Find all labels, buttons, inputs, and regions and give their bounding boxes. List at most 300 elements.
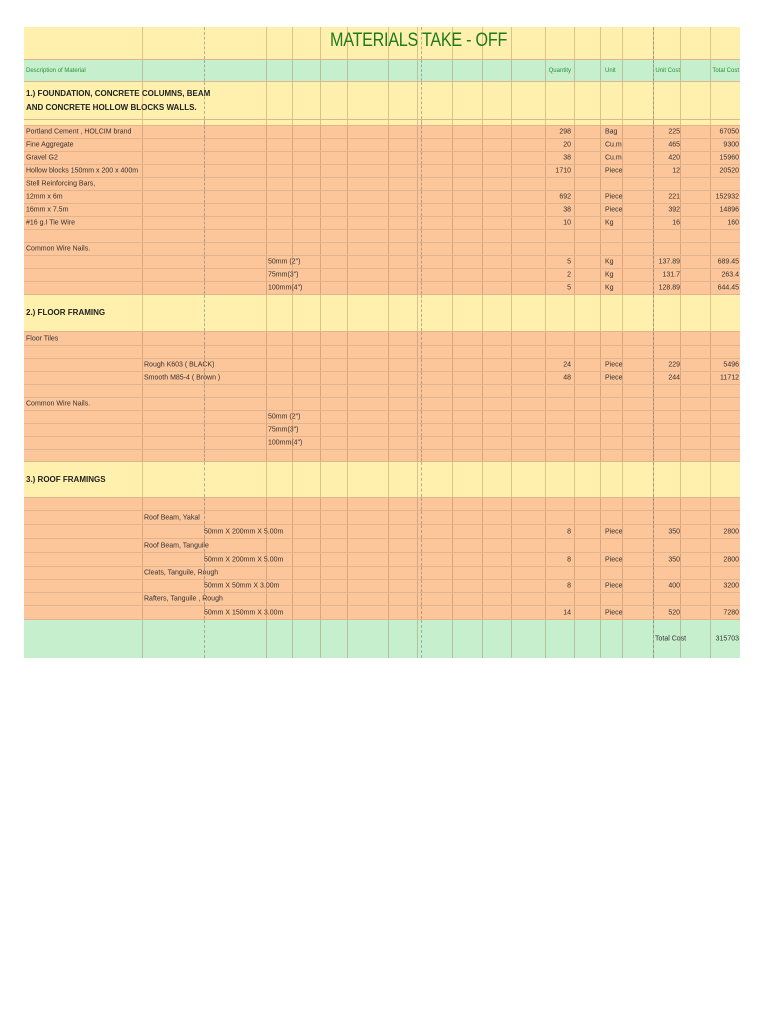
- grid-line: [417, 82, 418, 119]
- grid-line: [680, 567, 681, 579]
- grid-line: [292, 256, 293, 268]
- grid-line: [600, 332, 601, 345]
- grid-line: [710, 269, 711, 281]
- grid-line: [482, 606, 483, 619]
- table-row: Roof Beam, Yakal: [24, 511, 740, 525]
- grid-line: [600, 525, 601, 538]
- section-2-title: 2.) FLOOR FRAMING: [26, 308, 106, 317]
- grid-line: [142, 217, 143, 229]
- grid-line: [622, 82, 623, 119]
- grid-line: [482, 256, 483, 268]
- grid-line-dashed: [653, 398, 654, 410]
- grid-line: [347, 230, 348, 242]
- grid-line: [142, 437, 143, 449]
- total-cost-label: Total Cost: [655, 635, 687, 643]
- grid-line-dashed: [204, 126, 205, 138]
- grid-line: [266, 620, 267, 658]
- grid-line-dashed: [204, 525, 205, 538]
- grid-line: [545, 152, 546, 164]
- grid-line-dashed: [421, 152, 422, 164]
- table-row: [24, 346, 740, 359]
- grid-line: [680, 450, 681, 461]
- grid-line: [482, 139, 483, 151]
- grid-line: [142, 282, 143, 294]
- grid-line: [600, 295, 601, 331]
- grid-line: [452, 60, 453, 81]
- table-row: Fine Aggregate 20 Cu.m 465 9300: [24, 139, 740, 152]
- grid-line: [388, 450, 389, 461]
- grid-line-dashed: [653, 126, 654, 138]
- grid-line: [574, 511, 575, 524]
- grid-line: [452, 398, 453, 410]
- grid-line: [320, 553, 321, 566]
- grid-line: [417, 437, 418, 449]
- grid-line: [545, 450, 546, 461]
- grid-line-dashed: [653, 256, 654, 268]
- grid-line: [622, 139, 623, 151]
- grid-line-dashed: [653, 332, 654, 345]
- grid-line: [680, 511, 681, 524]
- grid-line: [388, 27, 389, 59]
- grid-line: [417, 165, 418, 177]
- grid-line: [710, 152, 711, 164]
- grid-line: [622, 120, 623, 125]
- grid-line: [320, 450, 321, 461]
- grid-line: [482, 332, 483, 345]
- grid-line: [680, 332, 681, 345]
- grid-line: [600, 230, 601, 242]
- section-1-title: 1.) FOUNDATION, CONCRETE COLUMNS, BEAM AND CONCRETE HOLLOW BLOCKS WALLS.: [26, 88, 211, 112]
- grid-line: [266, 282, 267, 294]
- grid-line: [417, 230, 418, 242]
- grid-line-dashed: [653, 525, 654, 538]
- grid-line: [710, 332, 711, 345]
- grid-line: [600, 424, 601, 436]
- grid-line: [417, 553, 418, 566]
- grid-line-dashed: [204, 424, 205, 436]
- grid-line: [347, 411, 348, 423]
- grid-line: [622, 567, 623, 579]
- grid-line: [320, 424, 321, 436]
- grid-line: [680, 411, 681, 423]
- grid-line: [511, 525, 512, 538]
- grid-line: [266, 165, 267, 177]
- grid-line: [482, 372, 483, 384]
- grid-line: [710, 525, 711, 538]
- grid-line: [622, 372, 623, 384]
- grid-line: [511, 346, 512, 358]
- grid-line: [292, 126, 293, 138]
- grid-line: [142, 462, 143, 497]
- grid-line-dashed: [204, 462, 205, 497]
- grid-line: [680, 372, 681, 384]
- grid-line: [292, 165, 293, 177]
- grid-line: [511, 620, 512, 658]
- grid-line: [511, 282, 512, 294]
- grid-line: [574, 217, 575, 229]
- grid-line: [680, 165, 681, 177]
- grid-line: [452, 372, 453, 384]
- grid-line: [622, 165, 623, 177]
- grid-line: [710, 498, 711, 510]
- grid-line: [545, 385, 546, 397]
- grid-line: [452, 178, 453, 190]
- grid-line: [511, 411, 512, 423]
- grid-line: [600, 398, 601, 410]
- grid-line: [266, 126, 267, 138]
- grid-line: [417, 593, 418, 605]
- grid-line: [452, 606, 453, 619]
- grid-line-dashed: [653, 282, 654, 294]
- grid-line: [574, 553, 575, 566]
- grid-line: [511, 359, 512, 371]
- section-1-header: [24, 82, 740, 120]
- grid-line: [680, 462, 681, 497]
- grid-line-dashed: [204, 60, 205, 81]
- grid-line: [347, 539, 348, 552]
- table-row: 100mm(4") 5 Kg 128.89 644.45: [24, 282, 740, 295]
- grid-line: [511, 82, 512, 119]
- grid-line: [622, 498, 623, 510]
- header-unit-cost: Unit Cost: [655, 67, 680, 74]
- table-row: 50mm X 200mm X 5.00m 8 Piece 350 2800: [24, 525, 740, 539]
- grid-line: [292, 398, 293, 410]
- grid-line: [388, 295, 389, 331]
- grid-line-dashed: [421, 424, 422, 436]
- grid-line: [545, 332, 546, 345]
- grid-line: [292, 593, 293, 605]
- grid-line: [622, 269, 623, 281]
- grid-line-dashed: [653, 553, 654, 566]
- grid-line: [482, 567, 483, 579]
- grid-line-dashed: [421, 620, 422, 658]
- grid-line-dashed: [421, 553, 422, 566]
- grid-line: [347, 424, 348, 436]
- grid-line: [292, 511, 293, 524]
- grid-line: [320, 332, 321, 345]
- grid-line: [574, 178, 575, 190]
- grid-line-dashed: [653, 498, 654, 510]
- grid-line: [388, 359, 389, 371]
- grid-line: [266, 230, 267, 242]
- grid-line: [545, 165, 546, 177]
- grid-line: [680, 359, 681, 371]
- grid-line: [388, 539, 389, 552]
- grid-line-dashed: [421, 60, 422, 81]
- grid-line: [388, 60, 389, 81]
- grid-line: [266, 437, 267, 449]
- grid-line: [142, 539, 143, 552]
- grid-line: [452, 620, 453, 658]
- grid-line-dashed: [421, 580, 422, 592]
- grid-line: [545, 204, 546, 216]
- grid-line: [511, 120, 512, 125]
- grid-line: [388, 332, 389, 345]
- grid-line-dashed: [421, 269, 422, 281]
- grid-line: [142, 178, 143, 190]
- grid-line: [600, 178, 601, 190]
- grid-line: [388, 424, 389, 436]
- grid-line: [320, 217, 321, 229]
- grid-line: [622, 437, 623, 449]
- grid-line: [482, 152, 483, 164]
- grid-line: [417, 269, 418, 281]
- grid-line-dashed: [653, 567, 654, 579]
- grid-line-dashed: [653, 580, 654, 592]
- grid-line: [142, 620, 143, 658]
- grid-line-dashed: [653, 204, 654, 216]
- table-row: Rough K603 ( BLACK) 24 Piece 229 5496: [24, 359, 740, 372]
- grid-line-dashed: [653, 295, 654, 331]
- grid-line: [320, 525, 321, 538]
- grid-line: [482, 295, 483, 331]
- grid-line-dashed: [204, 243, 205, 255]
- grid-line: [388, 385, 389, 397]
- grid-line: [320, 539, 321, 552]
- grid-line: [511, 217, 512, 229]
- grid-line-dashed: [421, 606, 422, 619]
- grid-line: [417, 217, 418, 229]
- grid-line-dashed: [421, 27, 422, 59]
- grid-line: [545, 82, 546, 119]
- grid-line: [320, 462, 321, 497]
- grid-line: [680, 525, 681, 538]
- grid-line: [574, 437, 575, 449]
- grid-line: [347, 593, 348, 605]
- grid-line-dashed: [421, 372, 422, 384]
- grid-line: [452, 593, 453, 605]
- grid-line: [600, 462, 601, 497]
- grid-line: [710, 126, 711, 138]
- grid-line: [452, 424, 453, 436]
- grid-line: [292, 580, 293, 592]
- grid-line: [292, 82, 293, 119]
- grid-line: [292, 359, 293, 371]
- grid-line: [347, 332, 348, 345]
- table-row: 100mm(4"): [24, 437, 740, 450]
- grid-line: [482, 385, 483, 397]
- table-row: 75mm(3"): [24, 424, 740, 437]
- grid-line: [347, 450, 348, 461]
- grid-line-dashed: [653, 152, 654, 164]
- grid-line: [622, 332, 623, 345]
- grid-line: [482, 282, 483, 294]
- grid-line: [511, 450, 512, 461]
- grid-line: [388, 230, 389, 242]
- grid-line: [710, 27, 711, 59]
- grid-line: [680, 60, 681, 81]
- grid-line: [482, 191, 483, 203]
- grid-line-dashed: [653, 27, 654, 59]
- grid-line: [388, 256, 389, 268]
- grid-line: [292, 372, 293, 384]
- grid-line: [600, 411, 601, 423]
- grid-line: [710, 450, 711, 461]
- grid-line: [347, 511, 348, 524]
- grid-line: [574, 191, 575, 203]
- table-row: Roof Beam, Tanguile: [24, 539, 740, 553]
- grid-line: [142, 411, 143, 423]
- grid-line: [347, 269, 348, 281]
- grid-line: [622, 256, 623, 268]
- grid-line-dashed: [421, 217, 422, 229]
- grid-line: [452, 332, 453, 345]
- grid-line: [600, 553, 601, 566]
- grid-line-dashed: [421, 359, 422, 371]
- grid-line: [574, 359, 575, 371]
- grid-line: [622, 230, 623, 242]
- grid-line: [388, 593, 389, 605]
- grid-line: [710, 120, 711, 125]
- grid-line: [482, 511, 483, 524]
- grid-line: [320, 398, 321, 410]
- grid-line: [388, 217, 389, 229]
- grid-line: [347, 553, 348, 566]
- grid-line: [482, 359, 483, 371]
- grid-line: [452, 437, 453, 449]
- grid-line-dashed: [204, 385, 205, 397]
- grid-line: [292, 152, 293, 164]
- grid-line: [710, 191, 711, 203]
- grid-line: [482, 525, 483, 538]
- grid-line-dashed: [653, 424, 654, 436]
- grid-line: [482, 269, 483, 281]
- grid-line: [600, 359, 601, 371]
- grid-line: [417, 178, 418, 190]
- grid-line: [266, 191, 267, 203]
- grid-line: [266, 139, 267, 151]
- grid-line-dashed: [421, 498, 422, 510]
- table-row: Hollow blocks 150mm x 200 x 400m 1710 Piece 12 20520: [24, 165, 740, 178]
- table-row: 12mm x 6m 692 Piece 221 152932: [24, 191, 740, 204]
- grid-line: [452, 553, 453, 566]
- grid-line: [482, 593, 483, 605]
- grid-line: [680, 204, 681, 216]
- grid-line: [710, 539, 711, 552]
- grid-line: [545, 498, 546, 510]
- grid-line: [600, 120, 601, 125]
- grid-line: [574, 620, 575, 658]
- grid-line: [452, 359, 453, 371]
- table-row: Gravel G2 38 Cu.m 420 15960: [24, 152, 740, 165]
- grid-line: [388, 525, 389, 538]
- grid-line: [388, 372, 389, 384]
- grid-line: [574, 243, 575, 255]
- grid-line: [452, 256, 453, 268]
- grid-line: [388, 120, 389, 125]
- grid-line: [574, 230, 575, 242]
- grid-line: [710, 359, 711, 371]
- grid-line: [266, 567, 267, 579]
- grid-line: [388, 553, 389, 566]
- grid-line: [574, 282, 575, 294]
- grid-line: [266, 424, 267, 436]
- grid-line: [320, 230, 321, 242]
- grid-line: [452, 462, 453, 497]
- grid-line: [142, 126, 143, 138]
- grid-line: [388, 82, 389, 119]
- grid-line: [574, 139, 575, 151]
- grid-line: [545, 120, 546, 125]
- grid-line: [266, 385, 267, 397]
- grid-line: [622, 462, 623, 497]
- grid-line: [347, 60, 348, 81]
- grid-line: [292, 204, 293, 216]
- grid-line: [347, 120, 348, 125]
- grid-line: [292, 295, 293, 331]
- grid-line: [292, 525, 293, 538]
- grid-line-dashed: [653, 60, 654, 81]
- grid-line: [545, 525, 546, 538]
- header-total-cost: Total Cost: [712, 67, 739, 74]
- grid-line-dashed: [653, 620, 654, 658]
- grid-line-dashed: [204, 282, 205, 294]
- sheet-title: MATERIALS TAKE - OFF: [330, 30, 508, 51]
- grid-line: [511, 372, 512, 384]
- grid-line: [574, 346, 575, 358]
- grid-line: [622, 539, 623, 552]
- grid-line-dashed: [653, 593, 654, 605]
- header-quantity: Quantity: [548, 67, 571, 74]
- grid-line: [680, 243, 681, 255]
- grid-line-dashed: [204, 606, 205, 619]
- grid-line: [388, 165, 389, 177]
- grid-line: [482, 411, 483, 423]
- grid-line: [142, 346, 143, 358]
- grid-line-dashed: [204, 191, 205, 203]
- grid-line: [600, 346, 601, 358]
- grid-line: [511, 332, 512, 345]
- grid-line-dashed: [204, 437, 205, 449]
- grid-line-dashed: [421, 295, 422, 331]
- grid-line: [292, 620, 293, 658]
- grid-line: [266, 372, 267, 384]
- grid-line: [511, 606, 512, 619]
- grid-line: [600, 82, 601, 119]
- grid-line: [452, 152, 453, 164]
- grid-line-dashed: [653, 178, 654, 190]
- grid-line: [622, 593, 623, 605]
- grid-line: [511, 191, 512, 203]
- grid-line: [452, 282, 453, 294]
- table-row: 16mm x 7.5m 38 Piece 392 14896: [24, 204, 740, 217]
- grid-line: [347, 295, 348, 331]
- grid-line: [452, 411, 453, 423]
- grid-line: [417, 385, 418, 397]
- table-row: #16 g.I Tie Wire 10 Kg 16 160: [24, 217, 740, 230]
- grid-line-dashed: [421, 243, 422, 255]
- grid-line: [680, 539, 681, 552]
- grid-line: [320, 498, 321, 510]
- grid-line-dashed: [653, 230, 654, 242]
- grid-line-dashed: [653, 539, 654, 552]
- grid-line: [452, 27, 453, 59]
- grid-line: [320, 372, 321, 384]
- grid-line: [600, 620, 601, 658]
- grid-line: [545, 580, 546, 592]
- grid-line: [545, 27, 546, 59]
- grid-line: [545, 269, 546, 281]
- grid-line-dashed: [421, 450, 422, 461]
- grid-line: [680, 498, 681, 510]
- grid-line: [142, 511, 143, 524]
- table-row: Stell Reinforcing Bars,: [24, 178, 740, 191]
- grid-line: [545, 437, 546, 449]
- grid-line: [680, 553, 681, 566]
- grid-line: [680, 620, 681, 658]
- grid-line-dashed: [653, 346, 654, 358]
- grid-line-dashed: [204, 346, 205, 358]
